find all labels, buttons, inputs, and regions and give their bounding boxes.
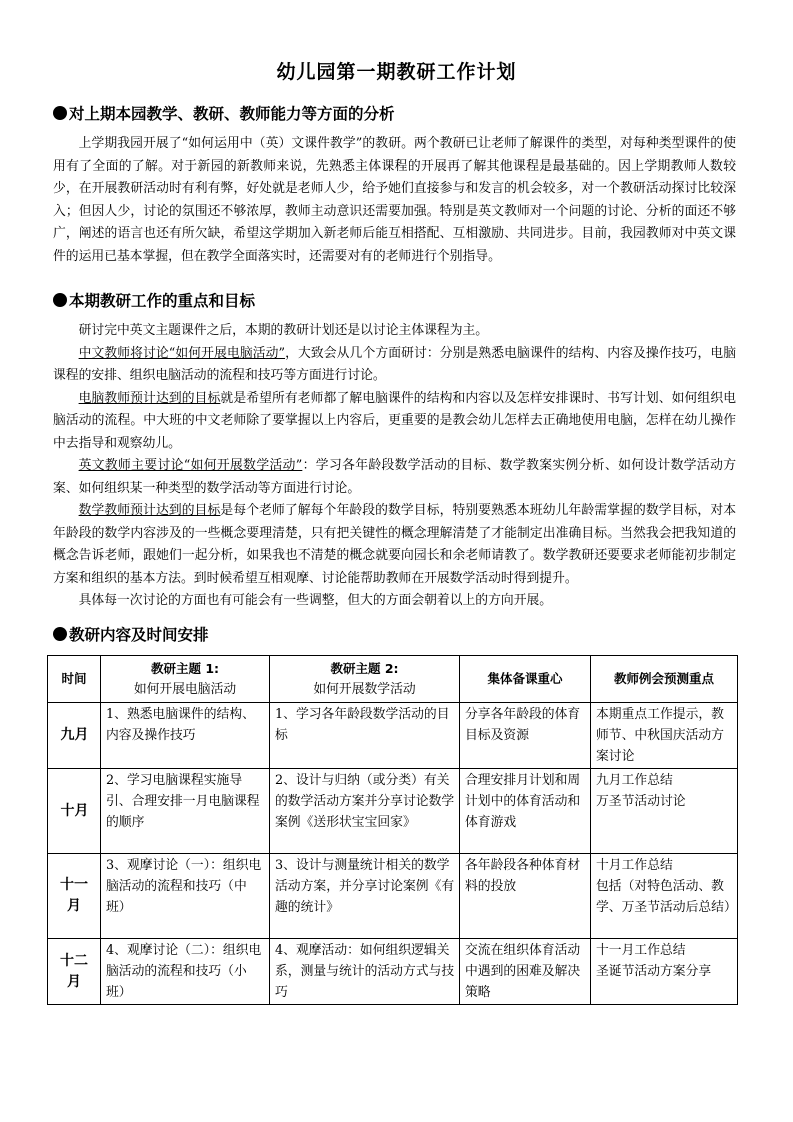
topic2-cell: 4、观摩活动：如何组织逻辑关系，测量与统计的活动方式与技巧	[270, 939, 460, 1005]
goals-paragraphs	[53, 320, 736, 613]
section-heading-analysis	[53, 103, 395, 125]
header-meeting	[591, 656, 738, 703]
table-row	[48, 769, 738, 854]
topic1-cell: 3、观摩讨论（一）：组织电脑活动的流程和技巧（中班）	[101, 854, 270, 939]
section-heading-text: 本期教研工作的重点和目标	[69, 292, 256, 310]
underlined-phrase: 中文教师将讨论“如何开展电脑活动”	[78, 345, 286, 361]
underlined-phrase: 数学教师预计达到的目标	[78, 503, 221, 518]
table-row	[48, 703, 738, 769]
month-cell: 十一月	[48, 854, 101, 939]
analysis-text: 上学期我园开展了“如何运用中（英）文课件教学”的教研。两个教研已让老师了解课件的类型，对每种类型课件的使用有了全面的了解。对于新园的新教师来说，先熟悉主体课程的开展再了解其他课程是最基础的。因上学期教师人数较少，在开展教研活动时有利有弊，好处就是老师人少，给予她们直接参与和发言的机会较多，对一个教研活动探讨比较深入；但因人少，讨论的氛围还不够浓厚，教师主动意识还需要加强。特别是英文教师对一个问题的讨论、分析的面还不够广，阐述的语言也还有所欠缺，希望这学期加入新老师后能互相搭配、互相激励、共同进步。目前，我园教师对中英文课件的运用已基本掌握，但在教学全面落实时，还需要对有的老师进行个别指导。	[53, 136, 736, 264]
topic1-cell: 2、学习电脑课程实施导引、合理安排一月电脑课程的顺序	[101, 769, 270, 854]
topic1-cell: 4、观摩讨论（二）：组织电脑活动的流程和技巧（小班）	[101, 939, 270, 1005]
prep-cell: 交流在组织体育活动中遇到的困难及解决策略	[460, 939, 591, 1005]
section-heading-goals	[53, 290, 255, 312]
topic2-cell: 3、设计与测量统计相关的数学活动方案，并分享讨论案例《有趣的统计》	[270, 854, 460, 939]
goals-math-target	[53, 500, 736, 590]
month-cell: 十月	[48, 769, 101, 854]
section-heading-text: 对上期本园教学、教研、教师能力等方面的分析	[69, 105, 395, 123]
bullet-dot-icon	[53, 106, 67, 120]
header-topic1-title: 教研主题 1:	[150, 661, 220, 676]
goals-text: 就是希望所有老师都了解电脑课件的结构和内容以及怎样安排课时、书写计划、如何组织电脑活动的流程。中大班的中文老师除了要掌握以上内容后，更重要的是教会幼儿怎样去正确地使用电脑，怎样在幼儿操作中去指导和观察幼儿。	[53, 390, 737, 451]
goals-text: 是每个老师了解每个年龄段的数学目标，特别要熟悉本班幼儿年龄需掌握的数学目标，对本年龄段的数学内容涉及的一些概念要理清楚，只有把关键性的概念理解清楚了才能制定出准确目标。当然我会把我知道的概念告诉老师，跟她们一起分析，如果我也不清楚的概念就要向园长和余老师请教了。数学教研还要要求老师能初步制定方案和组织的基本方法。到时候希望互相观摩、讨论能帮助教师在开展数学活动时得到提升。	[53, 503, 737, 586]
prep-cell: 分享各年龄段的体育目标及资源	[460, 703, 591, 769]
meeting-cell: 本期重点工作提示，教师节、中秋国庆活动方案讨论	[591, 703, 738, 769]
header-meeting-text: 教师例会预测重点	[613, 671, 714, 686]
header-prep	[460, 656, 591, 703]
analysis-paragraph	[53, 133, 736, 268]
underlined-phrase: 英文教师主要讨论“如何开展数学活动”	[78, 458, 303, 473]
section-heading-text: 教研内容及时间安排	[69, 626, 209, 644]
goals-closing: 具体每一次讨论的方面也有可能会有一些调整，但大的方面会朝着以上的方向开展。	[78, 593, 553, 608]
page-title: 幼儿园第一期教研工作计划	[276, 61, 517, 83]
header-topic2-sub: 如何开展数学活动	[313, 682, 416, 697]
table-header-row	[48, 656, 738, 703]
topic2-cell: 1、学习各年龄段数学活动的目标	[270, 703, 460, 769]
section-heading-schedule	[53, 624, 209, 646]
prep-cell: 各年龄段各种体育材料的投放	[460, 854, 591, 939]
table-row	[48, 939, 738, 1005]
header-topic2-title: 教研主题 2:	[330, 661, 399, 676]
topic1-cell: 1、熟悉电脑课件的结构、内容及操作技巧	[101, 703, 270, 769]
month-cell: 九月	[48, 703, 101, 769]
meeting-cell: 九月工作总结 万圣节活动讨论	[591, 769, 738, 854]
goals-computer-target	[53, 388, 736, 456]
goals-intro: 研讨完中英文主题课件之后，本期的教研计划还是以讨论主体课程为主。	[78, 323, 489, 338]
meeting-cell: 十月工作总结 包括（对特色活动、教学、万圣节活动后总结）	[591, 854, 738, 939]
underlined-phrase: 电脑教师预计达到的目标	[78, 390, 221, 406]
bullet-dot-icon	[53, 293, 67, 307]
topic2-cell: 2、设计与归纳（或分类）有关的数学活动方案并分享讨论数学案例《送形状宝宝回家》	[270, 769, 460, 854]
header-time-text: 时间	[61, 671, 87, 686]
meeting-cell: 十一月工作总结 圣诞节活动方案分享	[591, 939, 738, 1005]
schedule-table	[47, 655, 738, 1005]
goals-chinese-teachers	[53, 343, 736, 388]
table-row	[48, 854, 738, 939]
bullet-dot-icon	[53, 627, 67, 641]
prep-cell: 合理安排月计划和周计划中的体育活动和体育游戏	[460, 769, 591, 854]
header-topic1	[101, 656, 270, 703]
header-time	[48, 656, 101, 703]
header-topic2	[270, 656, 460, 703]
header-prep-text: 集体备课重心	[487, 671, 563, 686]
header-topic1-sub: 如何开展电脑活动	[133, 682, 237, 697]
goals-text: ，大致会从几个方面研讨：分别是熟悉电脑课件的结构、内容及操作技巧，电脑课程的安排、组织电脑活动的流程和技巧等方面进行讨论。	[53, 345, 737, 383]
month-cell: 十二月	[48, 939, 101, 1005]
goals-text: ：学习各年龄段数学活动的目标、数学教案实例分析、如何设计数学活动方案、如何组织某一种类型的数学活动等方面进行讨论。	[53, 458, 737, 496]
goals-english-teachers	[53, 455, 736, 500]
